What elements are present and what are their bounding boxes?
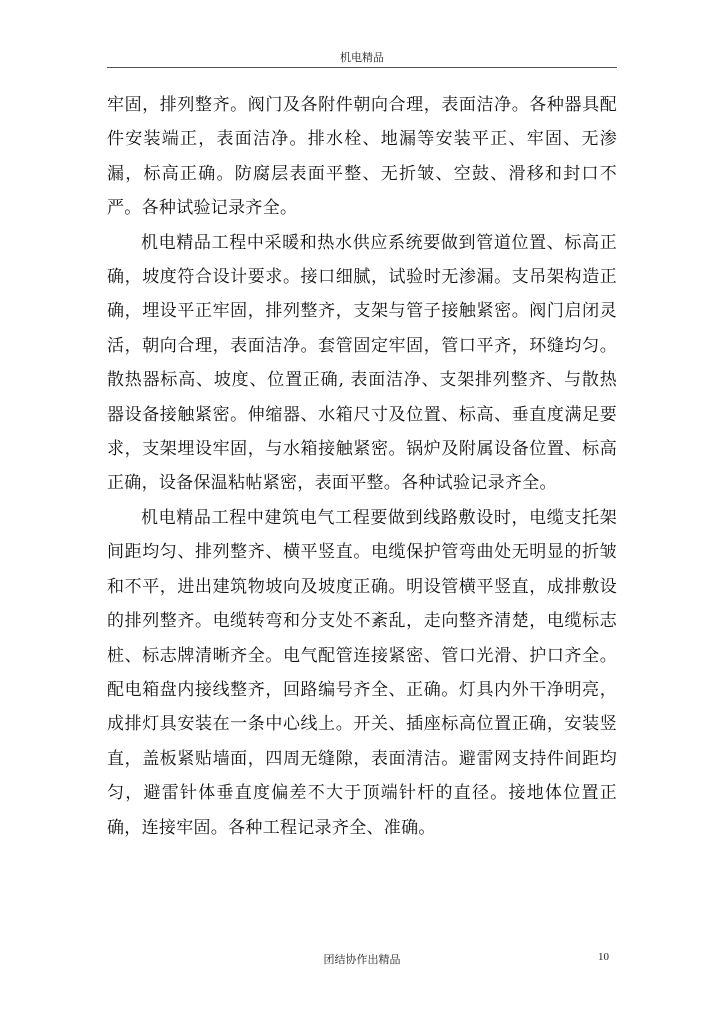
page-number: 10: [598, 951, 609, 963]
page-header: 机电精品: [340, 51, 384, 64]
page-footer: 团结协作出精品: [323, 953, 401, 966]
header-divider: [107, 67, 617, 68]
document-body: [107, 88, 617, 845]
paragraph-2: 机电精品工程中采暖和热水供应系统要做到管道位置、标高正确，坡度符合设计要求。接口细腻，试验时无渗漏。支吊架构造正确，埋设平正牢固，排列整齐，支架与管子接触紧密。阀门启闭灵活，朝向合理，表面洁净。套管固定牢固，管口平齐，环缝均匀。散热器标高、坡度、位置正确, 表面洁净、支架排列整齐、与散热器设备接触紧密。伸缩器、水箱尺寸及位置、标高、垂直度满足要求，支架埋设牢固，与水箱接触紧密。锅炉及附属设备位置、标高正确，设备保温粘帖紧密，表面平整。各种试验记录齐全。: [107, 232, 617, 494]
paragraph-1: 牢固，排列整齐。阀门及各附件朝向合理，表面洁净。各种器具配件安装端正，表面洁净。排水栓、地漏等安装平正、牢固、无渗漏，标高正确。防腐层表面平整、无折皱、空鼓、滑移和封口不严。各种试验记录齐全。: [107, 95, 617, 219]
paragraph-3: 机电精品工程中建筑电气工程要做到线路敷设时，电缆支托架间距均匀、排列整齐、横平竖直。电缆保护管弯曲处无明显的折皱和不平，进出建筑物坡向及坡度正确。明设管横平竖直，成排敷设的排列整齐。电缆转弯和分支处不紊乱，走向整齐清楚，电缆标志桩、标志牌清晰齐全。电气配管连接紧密、管口光滑、护口齐全。配电箱盘内接线整齐，回路编号齐全、正确。灯具内外干净明亮，成排灯具安装在一条中心线上。开关、插座标高位置正确，安装竖直，盖板紧贴墙面，四周无缝隙，表面清洁。避雷网支持件间距均匀，避雷针体垂直度偏差不大于顶端针杆的直径。接地体位置正确，连接牢固。各种工程记录齐全、准确。: [107, 507, 617, 838]
